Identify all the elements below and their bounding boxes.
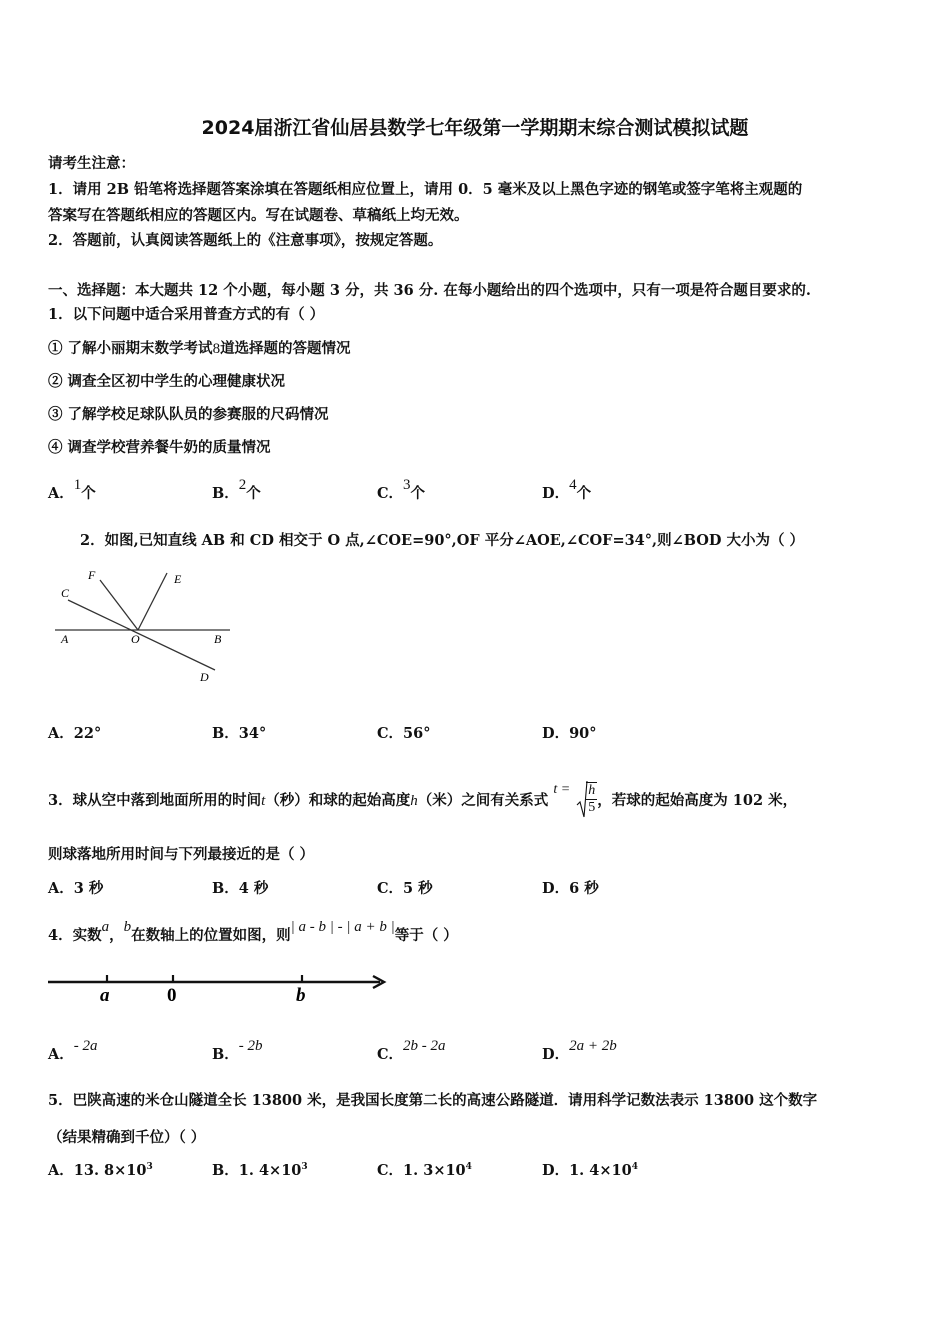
option-letter: C． (377, 880, 404, 897)
q1-item1 (48, 337, 351, 358)
option-letter: D． (542, 725, 570, 742)
notice-line1a: 1．请用 2B 铅笔将选择题答案涂填在答题纸相应位置上，请用 0．5 毫米及以上黑色字迹的钢笔或签字笔将主观题的 (48, 181, 803, 198)
option-expression: 2b - 2a (403, 1038, 446, 1054)
label-f: F (88, 568, 96, 582)
q1-item2: ② 调查全区初中学生的心理健康状况 (48, 373, 286, 390)
q4-stem (48, 919, 458, 945)
axis-label-zero: 0 (167, 985, 177, 1006)
label-a: A (61, 632, 69, 646)
option-exponent: 3 (146, 1162, 153, 1173)
option-text: 56° (403, 725, 431, 742)
q1-item3: ③ 了解学校足球队队员的参赛服的尺码情况 (48, 406, 329, 423)
q5-option-a (48, 1159, 153, 1180)
option-text: 5 秒 (403, 880, 433, 897)
label-o: O (131, 632, 140, 646)
option-exponent: 4 (465, 1162, 472, 1173)
option-text: 90° (569, 725, 597, 742)
var-a: a (101, 919, 110, 935)
q1-item1-pre: ① 了解小丽期末数学考试 (48, 340, 213, 357)
option-letter: D． (542, 1046, 570, 1063)
option-number: 3 (403, 477, 411, 493)
q5-stem-line2: （结果精确到千位）（ ） (48, 1129, 206, 1146)
option-letter: C． (377, 1162, 404, 1179)
option-text: 6 秒 (569, 880, 599, 897)
option-letter: B． (212, 1162, 239, 1179)
q3-stem-mid2: （米）之间有关系式 (417, 792, 549, 809)
option-letter: C． (377, 485, 404, 502)
option-letter: D． (542, 1162, 570, 1179)
option-unit: 个 (246, 485, 261, 502)
q3-stem-line2: 则球落地所用时间与下列最接近的是（ ） (48, 846, 315, 863)
sqrt-fraction (586, 782, 597, 816)
q1-item4: ④ 调查学校营养餐牛奶的质量情况 (48, 439, 271, 456)
q2-option-b (212, 722, 266, 743)
option-letter: A． (48, 725, 74, 742)
q2-option-a (48, 722, 101, 743)
label-d: D (200, 670, 209, 684)
q3-stem-mid1: （秒）和球的起始高度 (265, 792, 411, 809)
q5-option-c (377, 1159, 472, 1180)
option-letter: A． (48, 485, 74, 502)
option-letter: A． (48, 880, 74, 897)
option-text: 4 秒 (238, 880, 269, 897)
var-t: t (261, 793, 266, 809)
q4-option-b (212, 1038, 263, 1064)
q1-option-d (542, 477, 592, 503)
axis-label-a: a (100, 985, 110, 1006)
option-exponent: 3 (301, 1162, 308, 1173)
option-text: 34° (238, 725, 267, 742)
q1-option-a (48, 477, 96, 503)
notice-heading: 请考生注意： (48, 155, 135, 172)
option-unit: 个 (410, 485, 426, 502)
q2-option-d (542, 722, 597, 743)
fraction-denominator: 5 (588, 800, 596, 815)
notice-line1b: 答案写在答题纸相应的答题区内。写在试题卷、草稿纸上均无效。 (48, 207, 469, 224)
q3-stem-pre: 3．球从空中落到地面所用的时间 (48, 792, 262, 809)
axis-label-b: b (296, 985, 306, 1006)
q5-option-b (212, 1159, 308, 1180)
formula-lhs: t = (553, 782, 571, 797)
line-cd (68, 600, 215, 670)
section-heading: 一、选择题：本大题共 12 个小题，每小题 3 分，共 36 分. 在每小题给出的四个选项中，只有一项是符合题目要求的. (48, 282, 811, 299)
label-b: B (214, 632, 222, 646)
q1-item1-post: 道选择题的答题情况 (220, 340, 351, 357)
option-expression: - 2a (73, 1038, 98, 1054)
q3-option-b (212, 877, 268, 898)
q4-stem-pre: 4．实数 (48, 927, 102, 944)
label-e: E (174, 572, 182, 586)
option-text: 3 秒 (73, 880, 104, 897)
q4-stem-mid: 在数轴上的位置如图，则 (131, 927, 291, 944)
option-exponent: 4 (631, 1162, 638, 1173)
q2-stem: 2．如图,已知直线 AB 和 CD 相交于 O 点,∠COE=90°,OF 平分∠AOE,∠COF=34°,则∠BOD 大小为（ ） (80, 532, 805, 549)
option-number: 4 (569, 477, 577, 493)
option-letter: B． (212, 485, 239, 502)
q4-stem-post: 等于（ ） (394, 927, 458, 944)
option-unit: 个 (81, 485, 96, 502)
option-expression: 2a + 2b (569, 1038, 617, 1054)
option-letter: B． (212, 1046, 239, 1063)
q1-option-c (377, 477, 426, 503)
q2-option-c (377, 722, 430, 743)
q3-stem (48, 781, 797, 821)
q5-option-d (542, 1159, 638, 1180)
option-letter: A． (48, 1046, 74, 1063)
q4-comma: ， (109, 927, 124, 944)
option-unit: 个 (576, 485, 592, 502)
q3-option-a (48, 877, 103, 898)
option-base: 1. 3×10 (403, 1162, 466, 1179)
notice-line2: 2．答题前，认真阅读答题纸上的《注意事项》，按规定答题。 (48, 232, 443, 249)
var-b: b (123, 919, 132, 935)
q3-stem-post: ，若球的起始高度为 102 米， (597, 792, 798, 809)
option-number: 2 (238, 477, 247, 493)
q4-option-d (542, 1038, 617, 1064)
q4-expression: | a - b | - | a + b | (290, 919, 395, 935)
option-letter: B． (212, 880, 239, 897)
option-letter: D． (542, 880, 570, 897)
q4-number-line (45, 965, 395, 1010)
option-letter: B． (212, 725, 239, 742)
option-letter: A． (48, 1162, 74, 1179)
q3-option-d (542, 877, 599, 898)
option-base: 13. 8×10 (73, 1162, 147, 1179)
option-letter: C． (377, 725, 404, 742)
q3-option-c (377, 877, 433, 898)
q1-stem: 1．以下问题中适合采用普查方式的有（ ） (48, 306, 325, 323)
option-expression: - 2b (238, 1038, 263, 1054)
q4-option-c (377, 1038, 446, 1064)
option-number: 1 (73, 477, 82, 493)
q2-angle-figure (50, 565, 240, 690)
q1-option-b (212, 477, 261, 503)
q4-option-a (48, 1038, 98, 1064)
var-h: h (410, 793, 418, 809)
option-base: 1. 4×10 (238, 1162, 302, 1179)
option-text: 22° (73, 725, 102, 742)
ray-of (100, 580, 138, 630)
q5-stem-line1: 5．巴陕高速的米仓山隧道全长 13800 米，是我国长度第二长的高速公路隧道．请用科学记数法表示 13800 这个数字 (48, 1092, 818, 1109)
q1-item1-num: 8 (212, 341, 221, 357)
fraction-numerator: h (588, 783, 596, 798)
page-title: 2024届浙江省仙居县数学七年级第一学期期末综合测试模拟试题 (201, 117, 749, 139)
option-base: 1. 4×10 (569, 1162, 632, 1179)
label-c: C (61, 586, 70, 600)
ray-oe (138, 573, 167, 630)
option-letter: D． (542, 485, 570, 502)
option-letter: C． (377, 1046, 404, 1063)
q3-formula (553, 769, 597, 815)
